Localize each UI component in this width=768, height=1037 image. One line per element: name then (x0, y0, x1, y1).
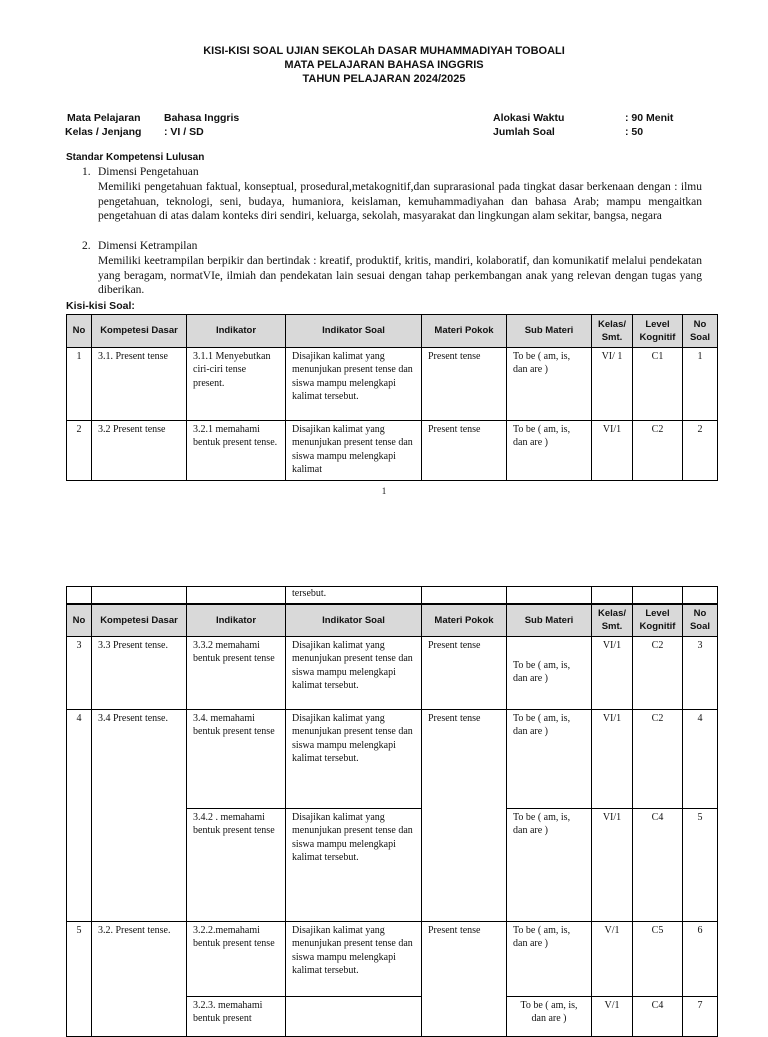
standar-item-1-body: Memiliki pengetahuan faktual, konseptual, prosedural,metakognitif,dan suprarasional pada tingkat dasar berkenaan dengan : ilmu pengetahuan, teknologi, seni, budaya, humaniora, keislaman, kemuhammadiyahan dan bahasa Arab; mampu mengaitkan pengetahuan di atas dalam konteks diri sendiri, keluarga, sekolah, masyarakat dan lingkungan alam sekitar, bangsa, negara (98, 181, 702, 223)
header-kompetensi: Kompetesi Dasar (92, 604, 187, 637)
cell-kompetensi: 3.4 Present tense. (92, 710, 187, 922)
cell-indikator: 3.2.1 memahami bentuk present tense. (187, 421, 286, 481)
page-number: 1 (381, 486, 387, 496)
cell-level: C2 (633, 421, 683, 481)
cell-kelas: VI/ 1 (592, 348, 633, 421)
mapel-value: Bahasa Inggris (164, 112, 240, 124)
jumlah-label: Jumlah Soal (493, 126, 555, 138)
cell-sub-materi: To be ( am, is, dan are ) (507, 997, 592, 1037)
standar-item-1-number: 1. (82, 166, 91, 178)
cell-indikator-soal: Disajikan kalimat yang menunjukan present tense dan siswa mampu melengkapi kalimat tersebut. (286, 348, 422, 421)
cell-materi: Present tense (422, 922, 507, 1037)
header-no: No (67, 604, 92, 637)
standar-item-2-number: 2. (82, 240, 91, 252)
table-row (67, 710, 718, 809)
title-line-3: TAHUN PELAJARAN 2024/2025 (302, 73, 466, 85)
cell-indikator-soal: Disajikan kalimat yang menunjukan present tense dan siswa mampu melengkapi kalimat tersebut. (286, 710, 422, 809)
continuation-row (67, 587, 718, 604)
cell-materi: Present tense (422, 348, 507, 421)
table-row (67, 348, 718, 421)
kisi-table-page-1 (66, 314, 718, 481)
cell-indikator-soal: Disajikan kalimat yang menunjukan present tense dan siswa mampu melengkapi kalimat (286, 421, 422, 481)
cell-sub-materi: To be ( am, is, dan are ) (507, 348, 592, 421)
cell-level: C1 (633, 348, 683, 421)
standar-item-1-label: Dimensi Pengetahuan (98, 166, 199, 178)
header-no-soal: No Soal (683, 604, 718, 637)
header-kelas: Kelas/ Smt. (592, 604, 633, 637)
cell-kompetensi: 3.3 Present tense. (92, 637, 187, 710)
cell-materi: Present tense (422, 421, 507, 481)
table-row (67, 637, 718, 710)
cell-materi: Present tense (422, 710, 507, 922)
kelas-value: : VI / SD (164, 126, 204, 138)
table-header-row (67, 604, 718, 637)
cell-level: C4 (633, 997, 683, 1037)
kisi-table-page-2 (66, 586, 718, 1037)
kelas-label: Kelas / Jenjang (65, 126, 142, 138)
header-indikator-soal: Indikator Soal (286, 604, 422, 637)
alokasi-value: : 90 Menit (625, 112, 674, 124)
cell-continuation: tersebut. (286, 587, 422, 604)
header-sub-materi: Sub Materi (507, 315, 592, 348)
standar-item-2-body: Memiliki keetrampilan berpikir dan bertindak : kreatif, produktif, kritis, mandiri, kolaboratif, dan komunikatif melalui pendekatan yang beragam, normatVIe, ilmiah dan pendekatan lain sesuai dengan tahap perkembangan anak yang relevan dengan tugas yang diberikan. (98, 255, 702, 297)
header-level: Level Kognitif (633, 315, 683, 348)
cell-kelas: VI/1 (592, 421, 633, 481)
standar-item-2-label: Dimensi Ketrampilan (98, 240, 198, 252)
cell-no: 1 (67, 348, 92, 421)
header-kompetensi: Kompetesi Dasar (92, 315, 187, 348)
cell-level: C2 (633, 710, 683, 809)
header-materi-pokok: Materi Pokok (422, 604, 507, 637)
cell-no-soal: 6 (683, 922, 718, 997)
cell-no: 5 (67, 922, 92, 1037)
cell-no-soal: 4 (683, 710, 718, 809)
header-no-soal: No Soal (683, 315, 718, 348)
header-level: Level Kognitif (633, 604, 683, 637)
alokasi-label: Alokasi Waktu (493, 112, 565, 124)
jumlah-value: : 50 (625, 126, 644, 138)
cell-indikator: 3.1.1 Menyebutkan ciri-ciri tense present. (187, 348, 286, 421)
cell-kompetensi: 3.2. Present tense. (92, 922, 187, 1037)
title-line-2: MATA PELAJARAN BAHASA INGGRIS (284, 59, 484, 71)
header-materi-pokok: Materi Pokok (422, 315, 507, 348)
header-indikator: Indikator (187, 315, 286, 348)
cell-no-soal: 7 (683, 997, 718, 1037)
document-title (0, 44, 768, 86)
cell-sub-materi: To be ( am, is, dan are ) (507, 809, 592, 922)
cell-no-soal: 1 (683, 348, 718, 421)
cell-indikator: 3.3.2 memahami bentuk present tense (187, 637, 286, 710)
cell-kelas: V/1 (592, 997, 633, 1037)
cell-kompetensi: 3.1. Present tense (92, 348, 187, 421)
header-indikator-soal: Indikator Soal (286, 315, 422, 348)
standar-heading: Standar Kompetensi Lulusan (66, 152, 205, 163)
cell-indikator: 3.2.3. memahami bentuk present (187, 997, 286, 1037)
cell-no-soal: 3 (683, 637, 718, 710)
cell-sub-materi: To be ( am, is, dan are ) (507, 710, 592, 809)
cell-level: C5 (633, 922, 683, 997)
cell-kelas: V/1 (592, 922, 633, 997)
cell-no: 3 (67, 637, 92, 710)
cell-indikator-soal: Disajikan kalimat yang menunjukan present tense dan siswa mampu melengkapi kalimat tersebut. (286, 637, 422, 710)
cell-no-soal: 5 (683, 809, 718, 922)
table-row (67, 922, 718, 997)
cell-level: C4 (633, 809, 683, 922)
cell-level: C2 (633, 637, 683, 710)
header-kelas: Kelas/ Smt. (592, 315, 633, 348)
cell-materi: Present tense (422, 637, 507, 710)
mapel-label: Mata Pelajaran (67, 112, 141, 124)
standar-item-1-title (82, 165, 199, 180)
cell-kompetensi: 3.2 Present tense (92, 421, 187, 481)
title-line-1: KISI-KISI SOAL UJIAN SEKOLAh DASAR MUHAMMADIYAH TOBOALI (203, 45, 565, 57)
cell-kelas: VI/1 (592, 710, 633, 809)
cell-no: 2 (67, 421, 92, 481)
cell-indikator: 3.4.2 . memahami bentuk present tense (187, 809, 286, 922)
header-no: No (67, 315, 92, 348)
header-indikator: Indikator (187, 604, 286, 637)
standar-item-2-title (82, 239, 197, 254)
header-sub-materi: Sub Materi (507, 604, 592, 637)
cell-indikator: 3.2.2.memahami bentuk present tense (187, 922, 286, 997)
cell-indikator-soal (286, 997, 422, 1037)
table-header-row (67, 315, 718, 348)
table-row (67, 421, 718, 481)
cell-sub-materi: To be ( am, is, dan are ) (507, 637, 592, 710)
cell-kelas: VI/1 (592, 637, 633, 710)
cell-no-soal: 2 (683, 421, 718, 481)
cell-sub-materi: To be ( am, is, dan are ) (507, 922, 592, 997)
cell-sub-materi: To be ( am, is, dan are ) (507, 421, 592, 481)
cell-no: 4 (67, 710, 92, 922)
cell-indikator-soal: Disajikan kalimat yang menunjukan present tense dan siswa mampu melengkapi kalimat tersebut. (286, 922, 422, 997)
cell-indikator-soal: Disajikan kalimat yang menunjukan present tense dan siswa mampu melengkapi kalimat tersebut. (286, 809, 422, 922)
cell-kelas: VI/1 (592, 809, 633, 922)
kisi-heading: Kisi-kisi Soal: (66, 300, 135, 312)
cell-indikator: 3.4. memahami bentuk present tense (187, 710, 286, 809)
